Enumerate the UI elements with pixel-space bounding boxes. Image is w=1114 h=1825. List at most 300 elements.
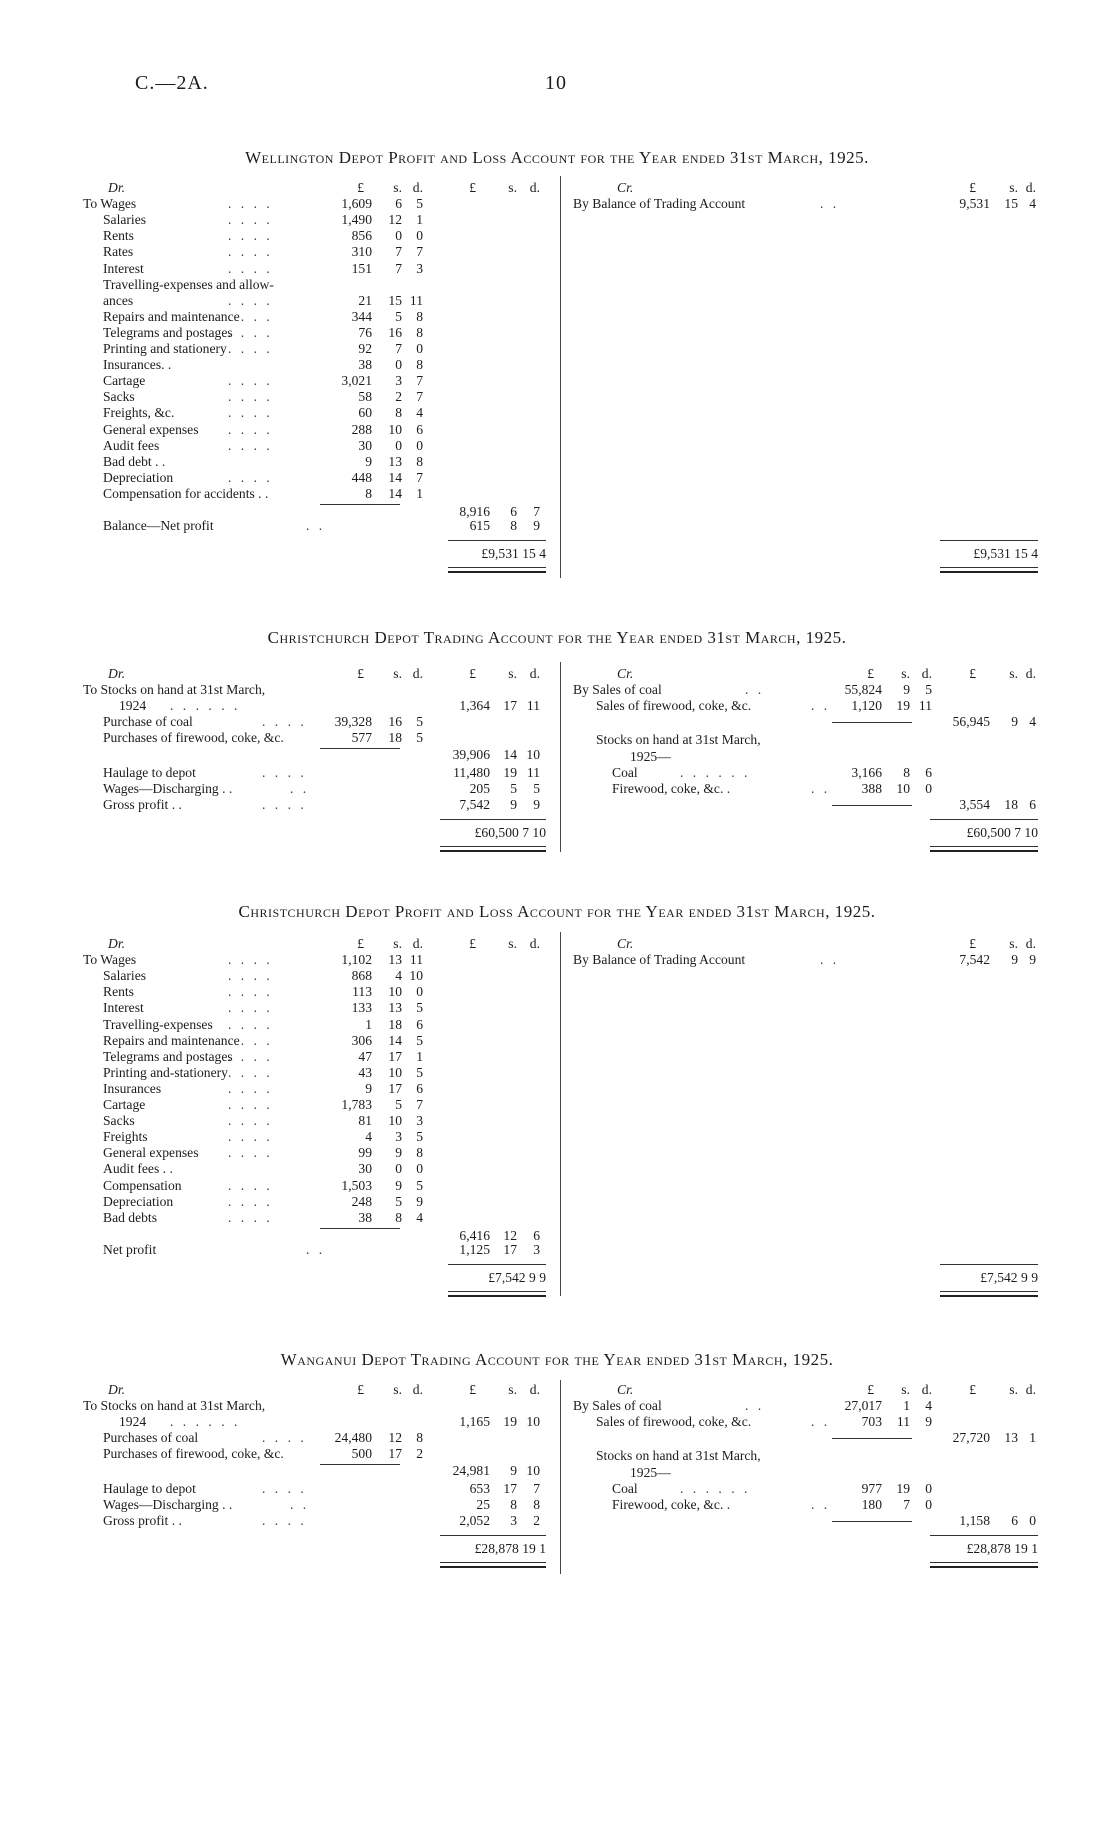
col-head-shilling: s. bbox=[393, 666, 402, 681]
expense-label: Rates bbox=[103, 244, 134, 260]
purchase-firewood-amount-pounds: 500 bbox=[351, 1446, 372, 1462]
expense-label: Printing and-stationery bbox=[103, 1064, 228, 1080]
wages-amount-pounds: 25 bbox=[476, 1496, 490, 1512]
expense-label: Salaries bbox=[103, 212, 147, 228]
credit-total-rule bbox=[930, 819, 1038, 820]
leader-dots: . . . . bbox=[262, 1480, 307, 1496]
sales-total-pence: 1 bbox=[1029, 1430, 1036, 1446]
expense-label: Salaries bbox=[103, 968, 147, 984]
balance-amount-pence: 3 bbox=[533, 1241, 540, 1257]
expense-amount-shillings: 17 bbox=[388, 1080, 402, 1096]
leader-dots: . . . . bbox=[228, 1193, 273, 1209]
col-head-shilling: s. bbox=[901, 666, 910, 681]
col-head-pence: d. bbox=[1025, 180, 1036, 195]
credit-total-rule bbox=[940, 1264, 1038, 1265]
expense-amount-pence: 6 bbox=[416, 421, 423, 437]
wages-amount-pence: 8 bbox=[533, 1496, 540, 1512]
column-divider bbox=[560, 662, 561, 852]
purchases-total-pence: 10 bbox=[526, 1462, 540, 1478]
leader-dots: . . . . bbox=[262, 764, 307, 780]
expense-amount-pounds: 43 bbox=[358, 1064, 372, 1080]
income-label: By Balance of Trading Account bbox=[573, 196, 746, 212]
purchases-total-pence: 10 bbox=[526, 746, 540, 762]
sales-rule bbox=[832, 1438, 912, 1439]
balance-amount-pence: 9 bbox=[533, 518, 540, 534]
expense-amount-pounds: 1 bbox=[365, 1016, 372, 1032]
haulage-amount-pence: 7 bbox=[533, 1480, 540, 1496]
expense-label: Interest bbox=[103, 1000, 144, 1016]
haulage-amount-shillings: 19 bbox=[503, 764, 517, 780]
income-amount-shillings: 15 bbox=[1004, 196, 1018, 212]
column-divider bbox=[560, 176, 561, 578]
sales-coal-amount-pounds: 55,824 bbox=[844, 682, 882, 698]
sales-coal-amount-pence: 5 bbox=[925, 682, 932, 698]
expense-amount-pounds: 856 bbox=[351, 228, 372, 244]
expense-amount-pence: 8 bbox=[416, 1145, 423, 1161]
leader-dots: . . . . bbox=[228, 421, 273, 437]
closing-firewood-amount-pence: 0 bbox=[925, 780, 932, 796]
gross-profit-amount-pence: 9 bbox=[533, 796, 540, 812]
col-head-pound: £ bbox=[469, 1382, 476, 1397]
subtotal-amount-shillings: 6 bbox=[510, 504, 517, 519]
expense-amount-pounds: 151 bbox=[351, 260, 372, 276]
purchases-rule bbox=[320, 748, 400, 749]
balance-amount-pounds: 615 bbox=[469, 518, 490, 534]
purchase-coal-amount-pounds: 39,328 bbox=[334, 714, 372, 730]
col-head-pence: d. bbox=[1025, 666, 1036, 681]
leader-dots: . . . . bbox=[228, 952, 273, 968]
leader-dots: . . . . bbox=[228, 389, 273, 405]
debit-heading: Dr. bbox=[108, 1382, 125, 1397]
stocks-label: To Stocks on hand at 31st March, bbox=[83, 1398, 266, 1414]
debit-total: £28,878 19 1 bbox=[474, 1540, 546, 1556]
column-divider bbox=[560, 932, 561, 1296]
purchases-total-shillings: 9 bbox=[510, 1462, 517, 1478]
gross-profit-amount-pence: 2 bbox=[533, 1512, 540, 1528]
expense-amount-pounds: 9 bbox=[365, 453, 372, 469]
col-head-pence: d. bbox=[921, 1382, 932, 1397]
leader-dots: . . . . bbox=[228, 968, 273, 984]
expense-amount-shillings: 7 bbox=[395, 244, 402, 260]
leader-dots: . . . . bbox=[228, 1080, 273, 1096]
purchase-firewood-amount-pence: 5 bbox=[416, 730, 423, 746]
stocks-label: To Stocks on hand at 31st March, bbox=[83, 682, 266, 698]
debit-heading: Dr. bbox=[108, 666, 125, 681]
closing-firewood-amount-pence: 0 bbox=[925, 1496, 932, 1512]
expense-label: Telegrams and postages bbox=[103, 324, 233, 340]
stocks-amount-pence: 11 bbox=[526, 698, 540, 714]
expense-amount-pence: 8 bbox=[416, 308, 423, 324]
total-double-rule bbox=[448, 1291, 546, 1297]
stocks-amount-shillings: 19 bbox=[503, 1414, 517, 1430]
sales-coal-label: By Sales of coal bbox=[573, 682, 662, 698]
wages-amount-pounds: 205 bbox=[469, 780, 490, 796]
purchase-coal-label: Purchase of coal bbox=[103, 714, 193, 730]
purchase-coal-amount-shillings: 16 bbox=[388, 714, 402, 730]
leader-dots: . . bbox=[811, 1414, 831, 1430]
expense-label: Freights, &c. bbox=[103, 405, 175, 421]
expense-amount-shillings: 3 bbox=[395, 373, 402, 389]
expense-amount-shillings: 8 bbox=[395, 405, 402, 421]
closing-firewood-amount-shillings: 7 bbox=[903, 1496, 910, 1512]
closing-stocks-total-pounds: 1,158 bbox=[959, 1512, 990, 1528]
subtotal-amount-pounds: 8,916 bbox=[459, 504, 490, 519]
col-head-pence: d. bbox=[412, 180, 423, 195]
leader-dots: . . . . bbox=[228, 1129, 273, 1145]
closing-stocks-total-shillings: 6 bbox=[1011, 1512, 1018, 1528]
leader-dots: . . bbox=[820, 196, 840, 212]
closing-stocks-rule bbox=[832, 805, 912, 806]
section-title: Wanganui Depot Trading Account for the Year ended 31st March, 1925. bbox=[280, 1350, 834, 1369]
closing-coal-amount-shillings: 8 bbox=[903, 764, 910, 780]
leader-dots: . . bbox=[811, 698, 831, 714]
leader-dots: . . bbox=[745, 1398, 765, 1414]
expense-amount-pounds: 1,102 bbox=[341, 952, 372, 968]
expense-label: To Wages bbox=[83, 952, 137, 968]
balance-amount-pounds: 1,125 bbox=[459, 1241, 490, 1257]
closing-stocks-year: 1925— bbox=[630, 1464, 671, 1480]
leader-dots: . . . . bbox=[228, 1000, 273, 1016]
expense-label: General expenses bbox=[103, 1145, 199, 1161]
expense-amount-pence: 5 bbox=[416, 1129, 423, 1145]
expense-amount-pounds: 133 bbox=[351, 1000, 372, 1016]
expense-amount-pence: 0 bbox=[416, 437, 423, 453]
expense-amount-pounds: 81 bbox=[358, 1113, 372, 1129]
expense-amount-pounds: 38 bbox=[358, 357, 372, 373]
closing-coal-label: Coal bbox=[612, 1480, 638, 1496]
expense-amount-shillings: 2 bbox=[395, 389, 402, 405]
expense-amount-pounds: 30 bbox=[358, 1161, 372, 1177]
expense-label: Audit fees bbox=[103, 437, 160, 453]
expense-amount-pence: 0 bbox=[416, 341, 423, 356]
sales-firewood-amount-pence: 9 bbox=[925, 1414, 932, 1430]
wages-label: Wages—Discharging . . bbox=[103, 1496, 233, 1512]
sales-total-pounds: 27,720 bbox=[952, 1430, 990, 1446]
leader-dots: . . bbox=[306, 1241, 326, 1257]
expense-label: Bad debts bbox=[103, 1209, 157, 1225]
expense-amount-shillings: 5 bbox=[395, 1193, 402, 1209]
leader-dots: . . . . bbox=[228, 341, 273, 356]
expense-amount-shillings: 6 bbox=[395, 196, 402, 212]
gross-profit-amount-shillings: 9 bbox=[510, 796, 517, 812]
leader-dots: . . bbox=[811, 1496, 831, 1512]
col-head-pound: £ bbox=[969, 1382, 976, 1397]
closing-firewood-amount-pounds: 180 bbox=[861, 1496, 882, 1512]
leader-dots: . . . . bbox=[228, 1048, 273, 1064]
sales-coal-label: By Sales of coal bbox=[573, 1398, 662, 1414]
expense-label: Travelling-expenses bbox=[103, 1016, 213, 1032]
sales-firewood-label: Sales of firewood, coke, &c. bbox=[596, 1414, 752, 1430]
credit-total-rule bbox=[940, 540, 1038, 541]
expense-amount-pence: 3 bbox=[416, 1113, 423, 1129]
expense-amount-pence: 0 bbox=[416, 228, 423, 244]
closing-stocks-total-pounds: 3,554 bbox=[959, 796, 990, 812]
expense-amount-pounds: 306 bbox=[351, 1032, 372, 1048]
expense-amount-shillings: 10 bbox=[388, 1113, 402, 1129]
col-head-pence: d. bbox=[529, 180, 540, 195]
purchase-coal-amount-pounds: 24,480 bbox=[334, 1430, 372, 1446]
leader-dots: . . . . bbox=[262, 796, 307, 812]
expense-label: General expenses bbox=[103, 421, 199, 437]
closing-stocks-total-pence: 0 bbox=[1029, 1512, 1036, 1528]
doc-reference: C.—2A. bbox=[135, 72, 209, 94]
expense-amount-pounds: 288 bbox=[351, 421, 372, 437]
expense-amount-shillings: 15 bbox=[388, 292, 402, 308]
leader-dots: . . . . bbox=[228, 196, 273, 212]
col-head-pound: £ bbox=[969, 936, 976, 951]
expense-amount-pence: 6 bbox=[416, 1016, 423, 1032]
expense-amount-pence: 1 bbox=[416, 212, 423, 228]
col-head-shilling: s. bbox=[508, 936, 517, 951]
col-head-shilling: s. bbox=[393, 936, 402, 951]
leader-dots: . . . . bbox=[228, 292, 273, 308]
col-head-pence: d. bbox=[529, 1382, 540, 1397]
expense-amount-shillings: 7 bbox=[395, 260, 402, 276]
closing-coal-amount-pounds: 3,166 bbox=[851, 764, 882, 780]
closing-stocks-year: 1925— bbox=[630, 748, 671, 764]
leader-dots: . . . . bbox=[262, 1512, 307, 1528]
expense-amount-pence: 8 bbox=[416, 453, 423, 469]
sales-total-shillings: 13 bbox=[1004, 1430, 1018, 1446]
wages-amount-shillings: 8 bbox=[510, 1496, 517, 1512]
expense-amount-pence: 6 bbox=[416, 1080, 423, 1096]
expense-amount-shillings: 0 bbox=[395, 228, 402, 244]
income-amount-pounds: 7,542 bbox=[959, 952, 990, 968]
expense-amount-pounds: 38 bbox=[358, 1209, 372, 1225]
closing-stocks-total-shillings: 18 bbox=[1004, 796, 1018, 812]
purchases-rule bbox=[320, 1464, 400, 1465]
closing-stocks-label: Stocks on hand at 31st March, bbox=[596, 732, 761, 748]
column-divider bbox=[560, 1380, 561, 1574]
expense-amount-shillings: 0 bbox=[395, 1161, 402, 1177]
leader-dots: . . . . bbox=[228, 405, 273, 421]
leader-dots: . . . . bbox=[228, 228, 273, 244]
debit-heading: Dr. bbox=[108, 180, 125, 195]
credit-total: £28,878 19 1 bbox=[966, 1540, 1038, 1556]
sales-firewood-amount-shillings: 11 bbox=[896, 1414, 910, 1430]
expense-amount-pounds: 58 bbox=[358, 389, 372, 405]
leader-dots: . . . . bbox=[228, 373, 273, 389]
leader-dots: . . . . bbox=[228, 1016, 273, 1032]
expense-amount-pence: 8 bbox=[416, 324, 423, 340]
expense-label: Insurances bbox=[103, 1080, 162, 1096]
expense-amount-pence: 5 bbox=[416, 1177, 423, 1193]
closing-firewood-amount-shillings: 10 bbox=[896, 780, 910, 796]
credit-total-double-rule bbox=[940, 567, 1038, 573]
expense-amount-shillings: 4 bbox=[395, 968, 402, 984]
expense-amount-pence: 11 bbox=[409, 952, 423, 968]
expense-amount-pounds: 4 bbox=[365, 1129, 372, 1145]
expense-amount-pence: 7 bbox=[416, 469, 423, 485]
gross-profit-amount-pounds: 7,542 bbox=[459, 796, 490, 812]
expense-amount-shillings: 13 bbox=[388, 952, 402, 968]
expense-amount-pence: 0 bbox=[416, 984, 423, 1000]
expense-amount-shillings: 3 bbox=[395, 1129, 402, 1145]
col-head-pound: £ bbox=[469, 936, 476, 951]
expense-amount-pounds: 868 bbox=[351, 968, 372, 984]
expense-amount-shillings: 9 bbox=[395, 1145, 402, 1161]
debit-total: £9,531 15 4 bbox=[481, 546, 546, 562]
leader-dots: . . . . bbox=[228, 308, 273, 324]
debit-total: £60,500 7 10 bbox=[474, 824, 546, 840]
expense-amount-shillings: 7 bbox=[395, 341, 402, 356]
subtotal-amount-pence: 7 bbox=[533, 504, 540, 519]
leader-dots: . . . . bbox=[228, 260, 273, 276]
stocks-amount-pence: 10 bbox=[526, 1414, 540, 1430]
income-label: By Balance of Trading Account bbox=[573, 952, 746, 968]
total-rule bbox=[448, 1264, 546, 1265]
expense-amount-pence: 7 bbox=[416, 244, 423, 260]
col-head-shilling: s. bbox=[1009, 936, 1018, 951]
section-title: Wellington Depot Profit and Loss Account for the Year ended 31st March, 1925. bbox=[245, 148, 869, 167]
total-rule bbox=[440, 819, 546, 820]
purchase-firewood-label: Purchases of firewood, coke, &c. bbox=[103, 730, 284, 746]
expense-amount-pounds: 113 bbox=[352, 984, 372, 1000]
sales-coal-amount-shillings: 9 bbox=[903, 682, 910, 698]
closing-coal-amount-shillings: 19 bbox=[896, 1480, 910, 1496]
credit-total: £60,500 7 10 bbox=[966, 824, 1038, 840]
credit-total-double-rule bbox=[930, 846, 1038, 852]
balance-amount-shillings: 17 bbox=[503, 1241, 517, 1257]
purchases-total-pounds: 39,906 bbox=[452, 746, 490, 762]
expense-label: Compensation bbox=[103, 1177, 182, 1193]
sales-coal-amount-pounds: 27,017 bbox=[844, 1398, 882, 1414]
haulage-label: Haulage to depot bbox=[103, 764, 196, 780]
expense-amount-pounds: 1,503 bbox=[341, 1177, 372, 1193]
expense-amount-pence: 4 bbox=[416, 405, 423, 421]
leader-dots: . . . . . . bbox=[680, 1480, 751, 1496]
expense-label: Interest bbox=[103, 260, 144, 276]
leader-dots: . . . . bbox=[228, 1209, 273, 1225]
expense-amount-pounds: 92 bbox=[358, 341, 372, 356]
expense-label: ances bbox=[103, 292, 134, 308]
subtotal-amount-shillings: 12 bbox=[503, 1227, 517, 1243]
expense-amount-pence: 7 bbox=[416, 1097, 423, 1112]
leader-dots: . . . . bbox=[262, 714, 307, 730]
col-head-pound: £ bbox=[357, 180, 364, 195]
leader-dots: . . . . . . bbox=[680, 764, 751, 780]
expense-amount-pounds: 30 bbox=[358, 437, 372, 453]
expense-label: Printing and stationery bbox=[103, 341, 227, 356]
sales-total-shillings: 9 bbox=[1011, 714, 1018, 730]
total-rule bbox=[440, 1535, 546, 1536]
total-double-rule bbox=[440, 1562, 546, 1568]
subtotal-amount-pence: 6 bbox=[533, 1227, 540, 1243]
expense-amount-pence: 7 bbox=[416, 373, 423, 389]
col-head-pence: d. bbox=[1025, 1382, 1036, 1397]
sales-firewood-amount-pence: 11 bbox=[918, 698, 932, 714]
expense-amount-pence: 5 bbox=[416, 196, 423, 212]
col-head-pence: d. bbox=[921, 666, 932, 681]
col-head-pound: £ bbox=[969, 180, 976, 195]
credit-total: £9,531 15 4 bbox=[973, 546, 1038, 562]
expense-amount-shillings: 18 bbox=[388, 1016, 402, 1032]
expense-amount-shillings: 14 bbox=[388, 469, 402, 485]
income-amount-pence: 9 bbox=[1029, 952, 1036, 968]
leader-dots: . . . . bbox=[228, 1097, 273, 1112]
expense-label: Bad debt . . bbox=[103, 453, 166, 469]
expense-amount-shillings: 0 bbox=[395, 357, 402, 373]
expense-amount-pence: 7 bbox=[416, 389, 423, 405]
sales-firewood-amount-pounds: 1,120 bbox=[851, 698, 882, 714]
expense-amount-pence: 9 bbox=[416, 1193, 423, 1209]
expense-amount-pounds: 99 bbox=[358, 1145, 372, 1161]
col-head-pence: d. bbox=[1025, 936, 1036, 951]
credit-heading: Cr. bbox=[617, 180, 634, 195]
expense-amount-shillings: 9 bbox=[395, 1177, 402, 1193]
col-head-pound: £ bbox=[969, 666, 976, 681]
expense-amount-pounds: 3,021 bbox=[341, 373, 372, 389]
total-double-rule bbox=[440, 846, 546, 852]
col-head-pound: £ bbox=[867, 666, 874, 681]
col-head-shilling: s. bbox=[393, 1382, 402, 1397]
expense-amount-pounds: 76 bbox=[358, 324, 372, 340]
sales-coal-amount-shillings: 1 bbox=[903, 1398, 910, 1414]
haulage-amount-shillings: 17 bbox=[503, 1480, 517, 1496]
leader-dots: . . . . . . bbox=[170, 698, 241, 714]
section-title: Christchurch Depot Profit and Loss Account for the Year ended 31st March, 1925. bbox=[238, 902, 876, 921]
col-head-pence: d. bbox=[412, 1382, 423, 1397]
stocks-amount-shillings: 17 bbox=[503, 698, 517, 714]
purchase-coal-label: Purchases of coal bbox=[103, 1430, 199, 1446]
haulage-amount-pounds: 653 bbox=[469, 1480, 490, 1496]
expense-amount-pounds: 60 bbox=[358, 405, 372, 421]
col-head-pence: d. bbox=[412, 666, 423, 681]
expense-amount-pence: 1 bbox=[416, 485, 423, 501]
leader-dots: . . . . bbox=[228, 212, 273, 228]
leader-dots: . . . . . . bbox=[170, 1414, 241, 1430]
expense-label: Rents bbox=[103, 984, 134, 1000]
income-amount-shillings: 9 bbox=[1011, 952, 1018, 968]
sales-total-pence: 4 bbox=[1029, 714, 1036, 730]
closing-firewood-label: Firewood, coke, &c. . bbox=[612, 1496, 731, 1512]
expense-amount-shillings: 14 bbox=[388, 485, 402, 501]
expense-amount-pence: 11 bbox=[409, 292, 423, 308]
col-head-shilling: s. bbox=[1009, 1382, 1018, 1397]
leader-dots: . . bbox=[745, 682, 765, 698]
haulage-amount-pence: 11 bbox=[526, 764, 540, 780]
col-head-pound: £ bbox=[867, 1382, 874, 1397]
closing-coal-label: Coal bbox=[612, 764, 638, 780]
expense-amount-shillings: 5 bbox=[395, 308, 402, 324]
purchase-coal-amount-pence: 5 bbox=[416, 714, 423, 730]
expense-label: Cartage bbox=[103, 373, 146, 389]
closing-firewood-amount-pounds: 388 bbox=[861, 780, 882, 796]
wages-amount-pence: 5 bbox=[533, 780, 540, 796]
expense-amount-shillings: 10 bbox=[388, 1064, 402, 1080]
closing-coal-amount-pounds: 977 bbox=[861, 1480, 882, 1496]
expense-label: Freights bbox=[103, 1129, 148, 1145]
expense-label: Travelling-expenses and allow- bbox=[103, 276, 274, 292]
expense-amount-pounds: 448 bbox=[351, 469, 372, 485]
leader-dots: . . bbox=[290, 780, 310, 796]
expense-label: Insurances. . bbox=[103, 357, 172, 373]
sales-firewood-amount-pounds: 703 bbox=[861, 1414, 882, 1430]
leader-dots: . . . . bbox=[228, 1145, 273, 1161]
expense-amount-pounds: 344 bbox=[351, 308, 372, 324]
leader-dots: . . . . bbox=[228, 324, 273, 340]
purchase-coal-amount-pence: 8 bbox=[416, 1430, 423, 1446]
balance-label: Net profit bbox=[103, 1241, 157, 1257]
credit-heading: Cr. bbox=[617, 666, 634, 681]
subtotal-rule bbox=[320, 504, 400, 505]
expense-amount-pence: 10 bbox=[409, 968, 423, 984]
credit-total-double-rule bbox=[940, 1291, 1038, 1297]
col-head-shilling: s. bbox=[508, 180, 517, 195]
col-head-pound: £ bbox=[357, 936, 364, 951]
debit-heading: Dr. bbox=[108, 936, 125, 951]
subtotal-rule bbox=[320, 1228, 400, 1229]
